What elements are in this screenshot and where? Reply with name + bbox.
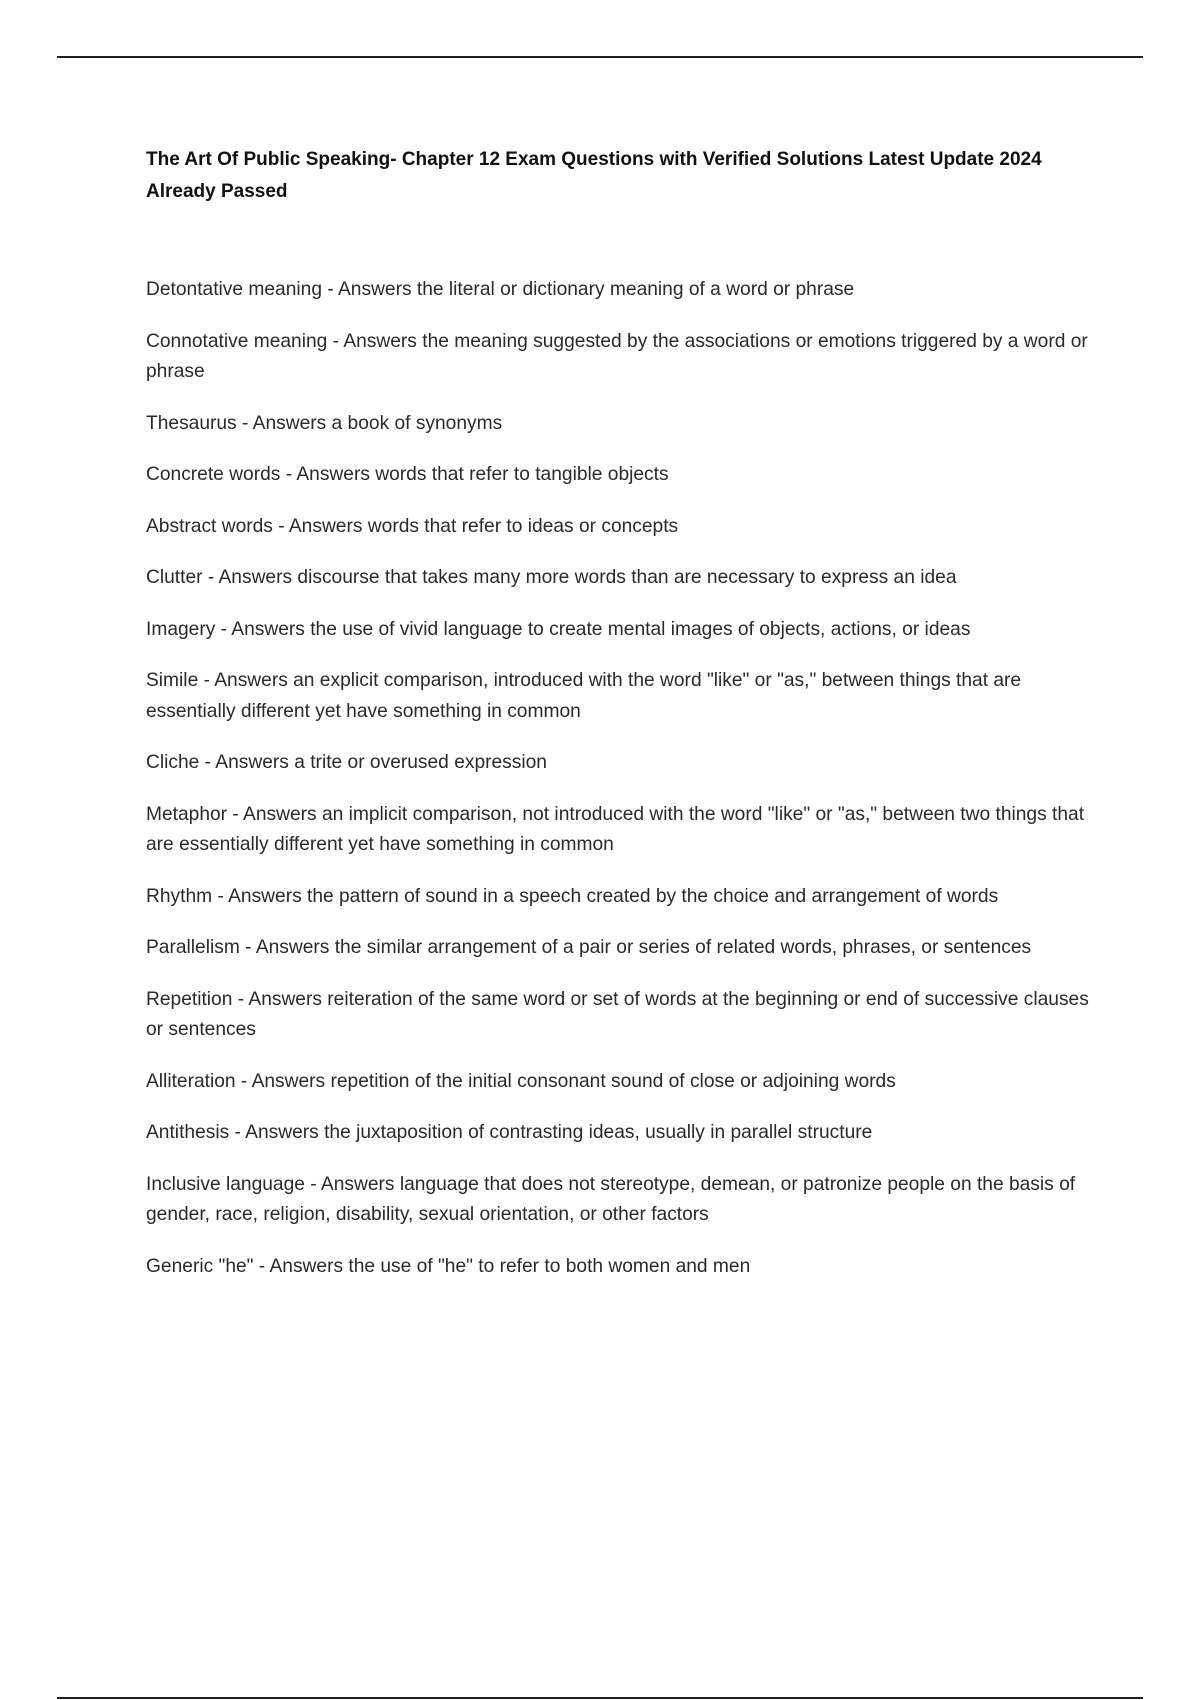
glossary-entry: Detontative meaning - Answers the literal or dictionary meaning of a word or phrase [146,279,855,300]
glossary-entry: Abstract words - Answers words that refer to ideas or concepts [146,515,679,537]
glossary-entry: Generic "he" - Answers the use of "he" to refer to both women and men [146,1255,751,1277]
glossary-entry: Rhythm - Answers the pattern of sound in a speech created by the choice and arrangement of words [146,885,999,907]
glossary-entry: Antithesis - Answers the juxtaposition of contrasting ideas, usually in parallel structure [146,1122,873,1143]
glossary-entry: Clutter - Answers discourse that takes many more words than are necessary to express an idea [146,567,957,588]
bottom-divider [57,1697,1143,1699]
top-divider [57,56,1143,58]
glossary-entry: Connotative meaning - Answers the meaning suggested by the associations or emotions triggered by a word or phrase [146,330,1088,382]
document-title: The Art Of Public Speaking- Chapter 12 Exam Questions with Verified Solutions Latest Update 2024 Already Passed [146,149,1042,202]
glossary-entry: Thesaurus - Answers a book of synonyms [146,412,503,434]
glossary-list [146,275,1091,1303]
glossary-entry: Cliche - Answers a trite or overused expression [146,752,547,773]
glossary-entry: Metaphor - Answers an implicit comparison, not introduced with the word "like" or "as," between two things that are essentially different yet have something in common [146,803,1085,855]
glossary-entry: Inclusive language - Answers language that does not stereotype, demean, or patronize people on the basis of gender, race, religion, disability, sexual orientation, or other factors [146,1173,1076,1225]
glossary-entry: Parallelism - Answers the similar arrangement of a pair or series of related words, phrases, or sentences [146,937,1032,958]
glossary-entry: Simile - Answers an explicit comparison, introduced with the word "like" or "as," between things that are essentially different yet have something in common [146,670,1022,722]
glossary-entry: Repetition - Answers reiteration of the same word or set of words at the beginning or end of successive clauses or sentences [146,988,1089,1040]
glossary-entry: Concrete words - Answers words that refer to tangible objects [146,464,669,485]
glossary-entry: Imagery - Answers the use of vivid language to create mental images of objects, actions, or ideas [146,618,971,640]
glossary-entry: Alliteration - Answers repetition of the initial consonant sound of close or adjoining words [146,1070,896,1092]
